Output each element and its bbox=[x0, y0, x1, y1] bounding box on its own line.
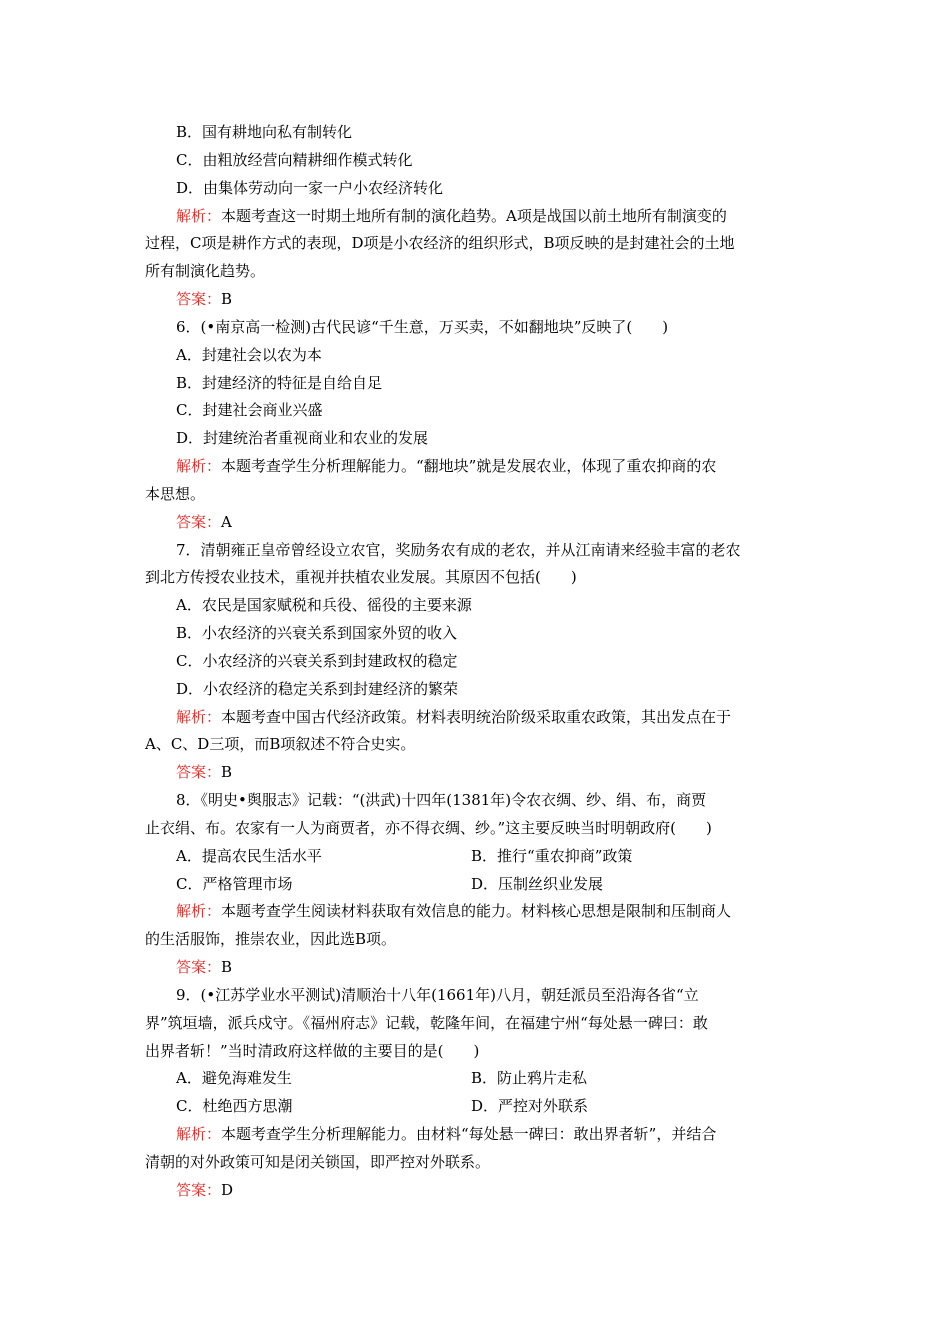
q8-stem: 止衣绢、布。农家有一人为商贾者，亦不得衣绸、纱。”这主要反映当时明朝政府( ) bbox=[145, 819, 712, 837]
analysis-label: 解析： bbox=[176, 708, 222, 726]
q7-answer: 答案：B bbox=[176, 763, 233, 781]
q6-stem: 6．(•南京高一检测)古代民谚“千生意，万买卖，不如翻地块”反映了( ) bbox=[176, 318, 669, 336]
q5-option-b: B．国有耕地向私有制转化 bbox=[176, 123, 353, 141]
q7-stem: 到北方传授农业技术，重视并扶植农业发展。其原因不包括( ) bbox=[145, 568, 577, 586]
analysis-label: 解析： bbox=[176, 1125, 222, 1143]
q6-option: A．封建社会以农为本 bbox=[176, 346, 322, 364]
answer-label: 答案： bbox=[176, 1181, 222, 1199]
q9-stem: 9．(•江苏学业水平测试)清顺治十八年(1661年)八月，朝廷派员至沿海各省“立 bbox=[176, 986, 699, 1004]
q8-analysis-line: 解析：本题考查学生阅读材料获取有效信息的能力。材料核心思想是限制和压制商人 bbox=[176, 902, 732, 920]
analysis-label: 解析： bbox=[176, 457, 222, 475]
q9-analysis-line: 清朝的对外政策可知是闭关锁国，即严控对外联系。 bbox=[145, 1153, 491, 1171]
q8-stem: 8．《明史•舆服志》记载：“(洪武)十四年(1381年)令农衣绸、纱、绢、布，商贾 bbox=[176, 791, 707, 809]
q9-option: D．严控对外联系 bbox=[471, 1097, 589, 1115]
q8-analysis-line: 的生活服饰，推崇农业，因此选B项。 bbox=[145, 930, 397, 948]
q5-analysis-line: 解析：本题考查这一时期土地所有制的演化趋势。A项是战国以前土地所有制演变的 bbox=[176, 207, 727, 225]
answer-label: 答案： bbox=[176, 763, 222, 781]
q5-option-c: C．由粗放经营向精耕细作模式转化 bbox=[176, 151, 413, 169]
q7-stem: 7．清朝雍正皇帝曾经设立农官，奖励务农有成的老农，并从江南请来经验丰富的老农 bbox=[176, 541, 741, 559]
q9-option: A．避免海难发生 bbox=[176, 1069, 292, 1087]
q5-analysis-line: 过程，C项是耕作方式的表现，D项是小农经济的组织形式，B项反映的是封建社会的土地 bbox=[145, 234, 735, 252]
answer-label: 答案： bbox=[176, 290, 222, 308]
q5-analysis-line: 所有制演化趋势。 bbox=[145, 262, 266, 280]
answer-label: 答案： bbox=[176, 958, 222, 976]
q7-option: D．小农经济的稳定关系到封建经济的繁荣 bbox=[176, 680, 459, 698]
analysis-label: 解析： bbox=[176, 902, 222, 920]
q8-option: C．严格管理市场 bbox=[176, 875, 293, 893]
analysis-label: 解析： bbox=[176, 207, 222, 225]
q7-analysis-line: A、C、D三项，而B项叙述不符合史实。 bbox=[145, 735, 416, 753]
q5-answer: 答案：B bbox=[176, 290, 233, 308]
q8-option: B．推行“重农抑商”政策 bbox=[471, 847, 633, 865]
q7-option: B．小农经济的兴衰关系到国家外贸的收入 bbox=[176, 624, 458, 642]
q9-stem: 出界者斩！”当时清政府这样做的主要目的是( ) bbox=[145, 1042, 480, 1060]
q9-option: C．杜绝西方思潮 bbox=[176, 1097, 293, 1115]
q8-answer: 答案：B bbox=[176, 958, 233, 976]
q7-option: C．小农经济的兴衰关系到封建政权的稳定 bbox=[176, 652, 458, 670]
q9-answer: 答案：D bbox=[176, 1181, 234, 1199]
q6-analysis-line: 本思想。 bbox=[145, 485, 206, 503]
q6-answer: 答案：A bbox=[176, 513, 232, 531]
q6-option: C．封建社会商业兴盛 bbox=[176, 401, 323, 419]
q7-analysis-line: 解析：本题考查中国古代经济政策。材料表明统治阶级采取重农政策，其出发点在于 bbox=[176, 708, 732, 726]
q6-option: D．封建统治者重视商业和农业的发展 bbox=[176, 429, 429, 447]
q9-stem: 界”筑垣墙，派兵戍守。《福州府志》记载，乾隆年间，在福建宁州“每处悬一碑曰：敢 bbox=[145, 1014, 708, 1032]
answer-label: 答案： bbox=[176, 513, 222, 531]
q5-option-d: D．由集体劳动向一家一户小农经济转化 bbox=[176, 179, 444, 197]
q6-option: B．封建经济的特征是自给自足 bbox=[176, 374, 383, 392]
q8-option: A．提高农民生活水平 bbox=[176, 847, 322, 865]
q7-option: A．农民是国家赋税和兵役、徭役的主要来源 bbox=[176, 596, 472, 614]
q6-analysis-line: 解析：本题考查学生分析理解能力。“翻地块”就是发展农业，体现了重农抑商的农 bbox=[176, 457, 717, 475]
q9-analysis-line: 解析：本题考查学生分析理解能力。由材料“每处悬一碑曰：敢出界者斩”，并结合 bbox=[176, 1125, 717, 1143]
q9-option: B．防止鸦片走私 bbox=[471, 1069, 588, 1087]
q8-option: D．压制丝织业发展 bbox=[471, 875, 604, 893]
